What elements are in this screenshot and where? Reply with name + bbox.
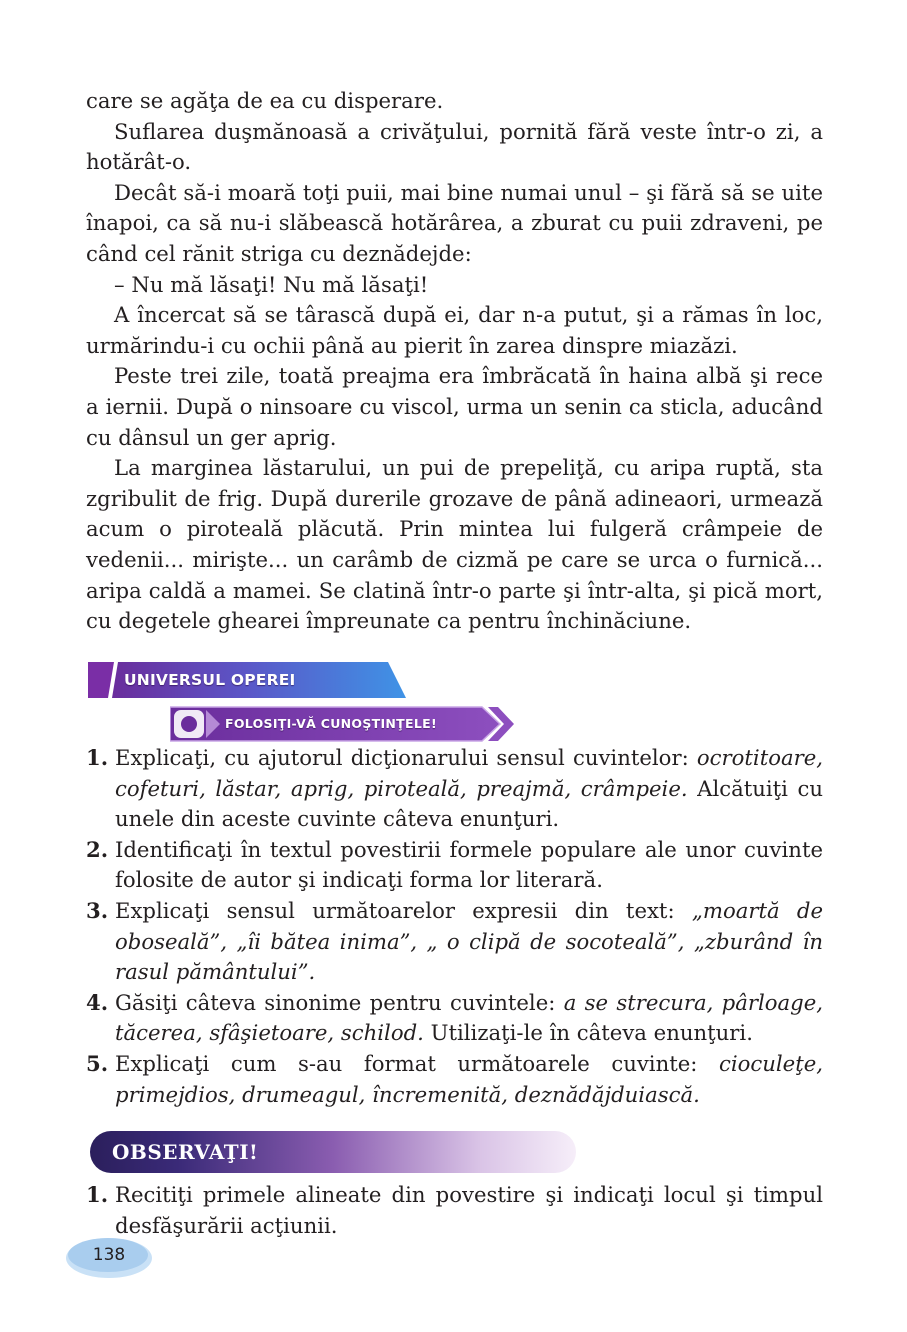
task-item xyxy=(86,896,823,988)
story-paragraph: La marginea lăstarului, un pui de prepeliţă, cu aripa ruptă, sta zgribulit de frig. După durerile grozave de până adineaori, urmează acum o piroteală plăcută. Prin mintea lui fulgeră crâmpeie de vedenii... mirişte... un carâmb de cizmă pe care se urca o furnică... aripa caldă a mamei. Se clatină într-o parte şi într-alta, şi pică mort, cu degetele ghearei împreunate ca pentru închinăciune. xyxy=(86,455,823,634)
task-item xyxy=(86,1180,823,1241)
task-emphasis: ocrotitoare, cofeturi, lăstar, aprig, piroteală, preajmă, crâmpeie. xyxy=(115,745,823,801)
story-paragraph: A încercat să se târască după ei, dar n-a putut, şi a rămas în loc, urmărindu-i cu ochii până au pierit în zarea dinspre miazăzi. xyxy=(86,302,823,358)
task-text: Identificaţi în textul povestirii formele populare ale unor cuvinte folosite de autor şi indicaţi forma lor literară. xyxy=(115,836,823,893)
story-dialogue: – Nu mă lăsaţi! Nu mă lăsaţi! xyxy=(114,271,429,297)
section-title-observe: OBSERVAŢI! xyxy=(112,1140,259,1164)
task-number: 2. xyxy=(86,836,109,862)
task-item xyxy=(86,1049,823,1110)
story-paragraph: Suflarea duşmănoasă a crivăţului, pornită fără veste într-o zi, a hotărât-o. xyxy=(86,118,823,175)
task-emphasis: cioculeţe, primejdios, drumeagul, încremenită, deznădăjduiască. xyxy=(115,1050,823,1107)
task-number: 1. xyxy=(86,1182,109,1207)
task-text-after: Utilizaţi-le în câteva enunţuri. xyxy=(423,1020,753,1046)
section-title-universe: UNIVERSUL OPEREI xyxy=(124,671,296,689)
task-emphasis: „moartă de oboseală”, „îi bătea inima”, „ o clipă de socoteală”, „zburând în rasul pământului”. xyxy=(115,897,823,985)
page-number: 138 xyxy=(92,1245,126,1265)
task-list-observe xyxy=(86,1180,823,1241)
story-paragraph: care se agăţa de ea cu disperare. xyxy=(86,88,444,113)
story-text xyxy=(86,86,823,637)
story-paragraph: Decât să-i moară toţi puii, mai bine numai unul – şi fără să se uite înapoi, ca să nu-i slăbească hotărârea, a zburat cu puii zdraveni, pe când cel rănit striga cu deznădejde: xyxy=(86,179,823,266)
task-item xyxy=(86,743,823,835)
task-text: Explicaţi, cu ajutorul dicţionarului sensul cuvintelor: xyxy=(115,745,697,770)
task-emphasis: a se strecura, pârloage, tăcerea, sfâşietoare, schilod. xyxy=(115,989,824,1046)
task-text: Explicaţi cum s-au format următoarele cuvinte: xyxy=(115,1050,719,1076)
task-number: 5. xyxy=(86,1050,109,1076)
section-banner-use-knowledge xyxy=(170,705,515,743)
task-text: Recitiţi primele alineate din povestire şi indicaţi locul şi timpul desfăşurării acţiunii. xyxy=(115,1182,823,1238)
section-banner-observe xyxy=(90,1130,578,1174)
story-paragraph: Peste trei zile, toată preajma era îmbrăcată în haina albă şi rece a iernii. După o ninsoare cu viscol, urma un senin ca sticla, aducând cu dânsul un ger aprig. xyxy=(86,363,823,450)
section-title-use-knowledge: FOLOSIŢI-VĂ CUNOŞTINŢELE! xyxy=(225,716,437,731)
task-number: 4. xyxy=(86,989,109,1015)
page-number-badge xyxy=(64,1234,154,1280)
task-list-use-knowledge xyxy=(86,743,823,1110)
task-text: Explicaţi sensul următoarelor expresii din text: xyxy=(115,897,692,923)
task-item xyxy=(86,988,823,1049)
task-text-after: Alcătuiţi cu unele din aceste cuvinte câteva enunţuri. xyxy=(115,775,823,832)
task-item xyxy=(86,835,823,896)
task-number: 1. xyxy=(86,745,109,770)
task-number: 3. xyxy=(86,897,109,923)
task-text: Găsiţi câteva sinonime pentru cuvintele: xyxy=(115,989,564,1015)
section-banner-universe xyxy=(88,662,408,698)
